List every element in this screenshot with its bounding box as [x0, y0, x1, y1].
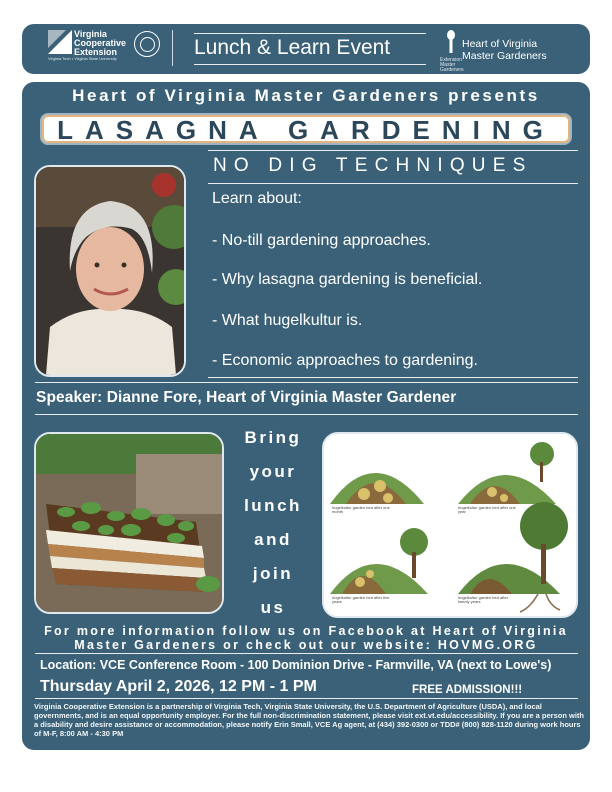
university-seal-icon [134, 31, 160, 57]
bring-lunch-word: join [252, 564, 294, 583]
bring-lunch-word: us [260, 598, 286, 617]
speaker-line: Speaker: Dianne Fore, Heart of Virginia Master Gardener [36, 389, 457, 406]
event-location: Location: VCE Conference Room - 100 Dominion Drive - Farmville, VA (next to Lowe's) [40, 658, 552, 672]
flyer-title: LASAGNA GARDENING [57, 115, 555, 145]
diagram-caption: hugelkultur garden bed after one year [458, 505, 516, 514]
event-title: Lunch & Learn Event [194, 36, 391, 59]
diagram-caption: hugelkultur garden bed after twenty years [458, 595, 509, 604]
vce-logo [48, 30, 166, 66]
nondiscrimination-statement: Virginia Cooperative Extension is a partnership of Virginia Tech, Virginia State University, the U.S. Department of Agriculture (USDA), and local governments, and is an equal opportunity employer. For the full non-discrimination statement, please visit ext.vt.edu/accessibility. If you are a person with a disability and desire assistance or accommodation, please notify Erin Small, VCE Ag agent, at (434) 392-0300 or TDD# (800) 828-1120 during work hours of M-F, 8:00 AM - 4:30 PM [34, 702, 584, 738]
raised-bed-photo [34, 432, 224, 614]
hmg-logo [440, 30, 580, 73]
bring-lunch-word: lunch [244, 496, 302, 515]
vce-logo-mark-icon [48, 30, 72, 54]
bring-lunch-word: your [249, 462, 297, 481]
learn-about-heading: Learn about: [212, 190, 302, 207]
hugelkultur-diagram [322, 432, 578, 618]
header-divider [172, 30, 173, 66]
info-rule [35, 653, 578, 654]
topic-list-item: - Economic approaches to gardening. [212, 352, 478, 369]
diagram-caption: hugelkultur garden bed after one month [332, 505, 390, 514]
speaker-portrait [34, 165, 186, 377]
vce-logo-text: Virginia Cooperative Extension [74, 29, 127, 57]
topic-list-item: - No-till gardening approaches. [212, 232, 431, 249]
speaker-portrait-illustration [36, 167, 184, 375]
presents-line: Heart of Virginia Master Gardeners presents [72, 86, 540, 105]
flyer-subtitle: NO DIG TECHNIQUES [213, 155, 533, 176]
hmg-logo-subtext: Extension Master Gardeners [440, 57, 464, 73]
hmg-logo-text: Heart of Virginia Master Gardeners [462, 38, 547, 62]
subtitle-rule-top [208, 150, 578, 151]
event-title-rule-bottom [194, 64, 426, 65]
info-line: Master Gardeners or check out our website: HOVMG.ORG [74, 638, 538, 652]
free-admission-badge: FREE ADMISSION!!! [412, 684, 523, 696]
topic-list-item: - What hugelkultur is. [212, 312, 363, 329]
diagram-caption: hugelkultur garden bed after five years [332, 595, 390, 604]
legal-rule [35, 698, 578, 699]
hugelkultur-diagram-illustration [324, 434, 576, 616]
trowel-icon [444, 30, 458, 54]
list-rule [208, 377, 578, 378]
event-date: Thursday April 2, 2026, 12 PM - 1 PM [40, 678, 317, 695]
speaker-rule-top [35, 382, 578, 383]
speaker-rule-bottom [35, 414, 578, 415]
vce-logo-subtext: Virginia Tech • Virginia State University [48, 56, 117, 61]
lasagna-bed-illustration [36, 434, 222, 612]
event-title-rule-top [194, 33, 426, 34]
topic-list-item: - Why lasagna gardening is beneficial. [212, 271, 483, 288]
bring-lunch-word: and [254, 530, 292, 549]
info-line: For more information follow us on Facebook at Heart of Virginia [44, 624, 568, 638]
subtitle-rule-bottom [208, 183, 578, 184]
bring-lunch-word: Bring [244, 428, 302, 447]
